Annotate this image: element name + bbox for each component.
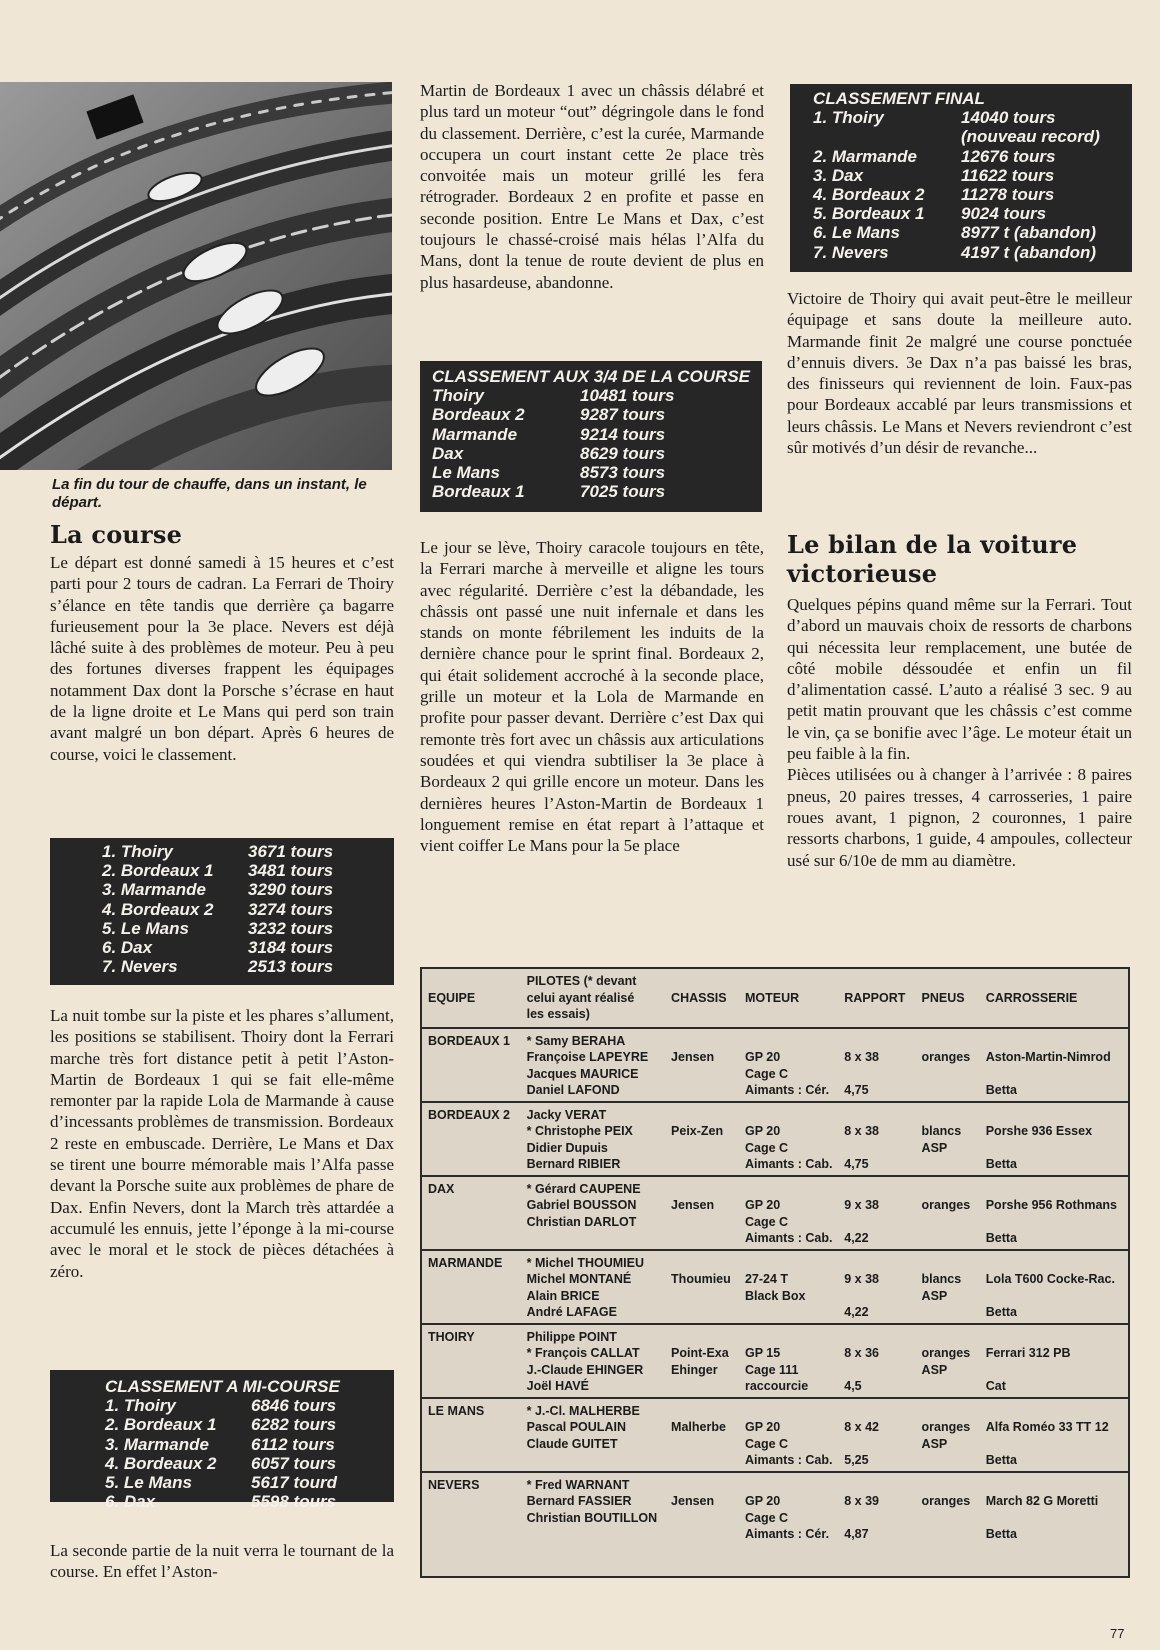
ranking-row bbox=[813, 127, 1100, 146]
box-title: CLASSEMENT AUX 3/4 DE LA COURSE bbox=[432, 367, 751, 386]
column-1-bottom bbox=[50, 1540, 394, 1583]
classement-final-box bbox=[790, 84, 1132, 272]
ranking-row bbox=[813, 204, 1100, 223]
cell-rapport: 9 x 38 4,22 bbox=[844, 1198, 880, 1245]
team-name: Bordeaux 2 bbox=[432, 405, 525, 425]
team-name: 6. Dax bbox=[105, 1492, 156, 1512]
cell-pilotes: * Gérard CAUPENE Gabriel BOUSSON Christian DARLOT bbox=[526, 1181, 641, 1229]
team-name: 3. Dax bbox=[813, 165, 864, 185]
ranking-row bbox=[813, 185, 1100, 204]
cell-rapport: 8 x 42 5,25 bbox=[844, 1420, 880, 1467]
classement-6h-box bbox=[50, 838, 394, 985]
ranking-row bbox=[432, 425, 675, 444]
paragraph-jour: Le jour se lève, Thoiry caracole toujours en tête, la Ferrari marche à merveille et aligne les tours avec régularité. Derrière c’est la débandade, les châssis ont passé une nuit infernale et dans les stands on monte fébrilement les induits de la dernière chance pour le sprint final. Bordeaux 2, qui était solidement accroché à la seconde place, grille un moteur et la Lola de Marmande en profite pour passer devant. Derrière c’est Dax qui remonte très fort avec un châssis aux articulations soudées et qui viendra subtiliser la 3e place à Bordeaux 2 qui grille encore un moteur. Dans les dernières heures l’Aston-Martin de Bordeaux 1 longuement remise en état repart à l’attaque et vient coiffer Le Mans pour la 5e place bbox=[420, 538, 764, 856]
team-name: 5. Bordeaux 1 bbox=[813, 204, 925, 224]
cell-rapport: 8 x 38 4,75 bbox=[844, 1124, 880, 1171]
ranking-row bbox=[432, 386, 675, 405]
laps-count: 3232 tours bbox=[248, 918, 334, 938]
laps-count: 3671 tours bbox=[248, 842, 334, 861]
cell-moteur: GP 20 Cage C Aimants : Cab. bbox=[744, 1124, 833, 1171]
cell-rapport: 8 x 38 4,75 bbox=[844, 1050, 880, 1097]
cell-chassis: Thoumieu bbox=[671, 1272, 731, 1286]
column-2-top bbox=[420, 80, 764, 293]
laps-count: 6057 tours bbox=[251, 1453, 337, 1473]
laps-count: (nouveau record) bbox=[961, 127, 1100, 147]
spec-table-row bbox=[422, 1472, 1128, 1545]
team-name: 6. Dax bbox=[102, 938, 153, 958]
cell-moteur: 27-24 T Black Box bbox=[744, 1272, 806, 1303]
team-name: 1. Thoiry bbox=[105, 1396, 176, 1416]
cell-rapport: 8 x 36 4,5 bbox=[844, 1346, 880, 1393]
laps-count: 8977 t (abandon) bbox=[961, 223, 1097, 243]
team-name: 4. Bordeaux 2 bbox=[105, 1453, 217, 1473]
cell-pneus: oranges ASP bbox=[921, 1346, 971, 1377]
cell-pilotes: * Michel THOUMIEU Michel MONTANÉ Alain BRICE André LAFAGE bbox=[526, 1255, 644, 1319]
paragraph-pieces: Pièces utilisées ou à changer à l’arrivée : 8 paires pneus, 20 paires tresses, 4 carrosseries, 1 paire roues avant, 1 pignon, 2 couronnes, 1 paire ressorts charbons, 1 guide, 4 ampoules, collecteur usé sur 6/10e de mm au diamètre. bbox=[787, 765, 1132, 870]
spec-table-row bbox=[422, 1102, 1128, 1176]
team-spec-table bbox=[420, 967, 1130, 1578]
team-name: 3. Marmande bbox=[105, 1434, 209, 1454]
cell-chassis: Peix-Zen bbox=[671, 1124, 724, 1138]
paragraph-seconde-partie: La seconde partie de la nuit verra le tournant de la course. En effet l’Aston- bbox=[50, 1541, 394, 1582]
team-name: 6. Le Mans bbox=[813, 223, 900, 243]
cell-pneus: oranges bbox=[921, 1050, 971, 1064]
spec-table-header bbox=[422, 969, 1128, 1028]
laps-count: 8629 tours bbox=[580, 443, 666, 463]
laps-count: 3274 tours bbox=[248, 899, 334, 919]
cell-carrosserie: Porshe 956 Rothmans Betta bbox=[985, 1198, 1118, 1245]
ranking-row bbox=[813, 108, 1100, 127]
cell-pilotes: Jacky VERAT * Christophe PEIX Didier Dupuis Bernard RIBIER bbox=[526, 1107, 633, 1171]
ranking-row bbox=[813, 223, 1100, 242]
column-header: EQUIPE bbox=[422, 969, 521, 1028]
cell-pneus: oranges bbox=[921, 1198, 971, 1212]
paragraph-nuit: La nuit tombe sur la piste et les phares s’allument, les positions se stabilisent. Thoiry dont la Ferrari marche très fort distance petit à petit l’Aston-Martin de Bordeaux 1 qui se fait elle-même remonter par la rapide Lola de Marmande à cause d’incessants problèmes de transmission. Bordeaux 2 reste en embuscade. Derrière, Le Mans et Dax se tirent une bourre mémorable mais l’Alfa passe devant la Porsche suite aux problèmes de phare de Dax. Enfin Nevers, dont la March très attardée a accumulé les ennuis, jette l’éponge à la mi-course avec le moral et le stock de pièces détachées à zéro. bbox=[50, 1006, 394, 1281]
cell-equipe: BORDEAUX 2 bbox=[428, 1107, 510, 1122]
team-name: Marmande bbox=[432, 424, 518, 444]
cell-equipe: DAX bbox=[428, 1181, 455, 1196]
cell-carrosserie: Aston-Martin-Nimrod Betta bbox=[985, 1050, 1111, 1097]
ranking-row bbox=[102, 842, 333, 861]
column-2-bottom bbox=[420, 537, 764, 856]
cell-pilotes: * Samy BERAHA Françoise LAPEYRE Jacques MAURICE Daniel LAFOND bbox=[526, 1033, 649, 1097]
ranking-row bbox=[102, 900, 333, 919]
laps-count: 2513 tours bbox=[248, 957, 334, 977]
box-title: CLASSEMENT A MI-COURSE bbox=[105, 1377, 340, 1396]
cell-pneus: oranges bbox=[921, 1494, 971, 1508]
section-heading-la-course: La course bbox=[50, 520, 183, 549]
spec-table-row bbox=[422, 1324, 1128, 1398]
cell-pilotes: * Fred WARNANT Bernard FASSIER Christian BOUTILLON bbox=[526, 1477, 658, 1525]
laps-count: 3481 tours bbox=[248, 861, 334, 881]
cell-moteur: GP 20 Cage C Aimants : Cab. bbox=[744, 1198, 833, 1245]
classement-3-4-box bbox=[420, 361, 762, 512]
cell-equipe: NEVERS bbox=[428, 1477, 480, 1492]
laps-count: 3290 tours bbox=[248, 880, 334, 900]
team-name: Bordeaux 1 bbox=[432, 482, 525, 502]
cell-moteur: GP 20 Cage C Aimants : Cab. bbox=[744, 1420, 833, 1467]
cell-pilotes: Philippe POINT * François CALLAT J.-Claude EHINGER Joël HAVÉ bbox=[526, 1329, 644, 1393]
team-name: Dax bbox=[432, 443, 464, 463]
column-header: MOTEUR bbox=[739, 969, 838, 1028]
cell-equipe: BORDEAUX 1 bbox=[428, 1033, 510, 1048]
cell-carrosserie: March 82 G Moretti Betta bbox=[985, 1494, 1099, 1541]
laps-count: 9214 tours bbox=[580, 424, 666, 444]
column-1-middle bbox=[50, 1005, 394, 1282]
cell-moteur: GP 20 Cage C Aimants : Cér. bbox=[744, 1494, 830, 1541]
laps-count: 5617 tourd bbox=[251, 1473, 337, 1493]
paragraph-depart: Le départ est donné samedi à 15 heures et c’est parti pour 2 tours de cadran. La Ferrari de Thoiry s’élance en tête tandis que derrière ça bagarre furieusement pour la 3e place. Nevers est déjà lâché suite à des problèmes de moteur. Peu à peu des fortunes diverses frappent les équipages notamment Dax dont la Porsche s’écrase en haut de la ligne droite et Le Mans qui perd son train avant malgré un bon départ. Après 6 heures de course, voici le classement. bbox=[50, 553, 394, 764]
spec-table-row bbox=[422, 1250, 1128, 1324]
classement-mi-course-box bbox=[50, 1370, 394, 1512]
cell-chassis: Jensen bbox=[671, 1494, 715, 1508]
laps-count: 6282 tours bbox=[251, 1415, 337, 1435]
cell-moteur: GP 20 Cage C Aimants : Cér. bbox=[744, 1050, 830, 1097]
ranking-row bbox=[105, 1415, 337, 1434]
column-header: PILOTES (* devant celui ayant réalisé les essais) bbox=[521, 969, 665, 1028]
laps-count: 8573 tours bbox=[580, 463, 666, 483]
cell-equipe: THOIRY bbox=[428, 1329, 475, 1344]
photo-caption: La fin du tour de chauffe, dans un instant, le départ. bbox=[52, 476, 367, 511]
section-heading-bilan: Le bilan de la voiture victorieuse bbox=[787, 530, 1078, 588]
cell-chassis: Jensen bbox=[671, 1050, 715, 1064]
cell-pneus: blancs ASP bbox=[921, 1272, 962, 1303]
ranking-row bbox=[105, 1396, 337, 1415]
team-name: 7. Nevers bbox=[102, 957, 178, 977]
team-name: 7. Nevers bbox=[813, 242, 889, 262]
column-header: CARROSSERIE bbox=[980, 969, 1128, 1028]
cell-rapport: 8 x 39 4,87 bbox=[844, 1494, 880, 1541]
ranking-row bbox=[813, 166, 1100, 185]
ranking-row bbox=[102, 861, 333, 880]
cell-pneus: blancs ASP bbox=[921, 1124, 962, 1155]
laps-count: 12676 tours bbox=[961, 146, 1056, 166]
laps-count: 11278 tours bbox=[961, 185, 1055, 205]
race-track-photo bbox=[0, 82, 392, 470]
team-name bbox=[813, 127, 961, 146]
classement-3-4-table bbox=[432, 386, 675, 501]
classement-mi-course-table bbox=[105, 1396, 337, 1511]
cell-chassis: Jensen bbox=[671, 1198, 715, 1212]
team-name: 4. Bordeaux 2 bbox=[813, 185, 925, 205]
team-name: 5. Le Mans bbox=[102, 918, 189, 938]
team-name: 2. Bordeaux 1 bbox=[105, 1415, 217, 1435]
column-header: RAPPORT bbox=[838, 969, 915, 1028]
cell-pilotes: * J.-Cl. MALHERBE Pascal POULAIN Claude GUITET bbox=[526, 1403, 640, 1451]
laps-count: 6112 tours bbox=[251, 1434, 335, 1454]
page-number: 77 bbox=[1110, 1626, 1125, 1641]
team-name: Thoiry bbox=[432, 386, 484, 406]
column-header: PNEUS bbox=[916, 969, 980, 1028]
laps-count: 6846 tours bbox=[251, 1396, 337, 1416]
cell-equipe: LE MANS bbox=[428, 1403, 485, 1418]
classement-6h-table bbox=[102, 842, 333, 976]
ranking-row bbox=[105, 1435, 337, 1454]
laps-count: 4197 t (abandon) bbox=[961, 242, 1097, 262]
classement-final-table bbox=[813, 108, 1100, 262]
team-name: 5. Le Mans bbox=[105, 1473, 192, 1493]
cell-rapport: 9 x 38 4,22 bbox=[844, 1272, 880, 1319]
cell-chassis: Malherbe bbox=[671, 1420, 726, 1434]
ranking-row bbox=[105, 1473, 337, 1492]
spec-table-row bbox=[422, 1028, 1128, 1102]
cell-equipe: MARMANDE bbox=[428, 1255, 503, 1270]
team-name: 1. Thoiry bbox=[813, 108, 884, 128]
cell-carrosserie: Porshe 936 Essex Betta bbox=[985, 1124, 1093, 1171]
laps-count: 9024 tours bbox=[961, 204, 1047, 224]
ranking-row bbox=[813, 243, 1100, 262]
team-name: Le Mans bbox=[432, 463, 501, 483]
ranking-row bbox=[105, 1454, 337, 1473]
laps-count: 11622 tours bbox=[961, 165, 1055, 185]
laps-count: 7025 tours bbox=[580, 482, 666, 502]
column-header: CHASSIS bbox=[665, 969, 739, 1028]
laps-count: 10481 tours bbox=[580, 386, 675, 406]
paragraph-victoire: Victoire de Thoiry qui avait peut-être le meilleur équipage et sans doute la meilleure auto. Marmande finit 2e malgré une course ponctuée d’ennuis divers. 3e Dax n’a pas baissé les bras, des finisseurs qui reviennent de loin. Faux-pas pour Bordeaux accablé par leurs transmissions et leurs châssis. Le Mans et Nevers reviendront c’est sûr motivés d’un désir de revanche... bbox=[787, 289, 1132, 458]
laps-count: 3184 tours bbox=[248, 938, 334, 958]
cell-carrosserie: Alfa Roméo 33 TT 12 Betta bbox=[985, 1420, 1109, 1467]
paragraph-pepins: Quelques pépins quand même sur la Ferrari. Tout d’abord un mauvais choix de ressorts de charbons qui nécessita leur remplacement, une butée de côté mobile déssoudée et enfin un fil d’alimentation cassé. L’auto a réalisé 3 sec. 9 au petit matin prouvant que les châssis c’est comme le vin, ça se bonifie avec l’âge. Le moteur était un peu faible à la fin. bbox=[787, 595, 1132, 764]
laps-count: 9287 tours bbox=[580, 405, 666, 425]
column-3-top bbox=[787, 288, 1132, 458]
spec-table-row bbox=[422, 1176, 1128, 1250]
cell-carrosserie: Lola T600 Cocke-Rac. Betta bbox=[985, 1272, 1115, 1319]
cell-moteur: GP 15 Cage 111 raccourcie bbox=[744, 1346, 809, 1393]
cell-chassis: Point-Exa Ehinger bbox=[671, 1346, 729, 1377]
ranking-row bbox=[105, 1492, 337, 1511]
ranking-row bbox=[813, 147, 1100, 166]
paragraph-curee: Martin de Bordeaux 1 avec un châssis délabré et plus tard un moteur “out” dégringole dans le fond du classement. Derrière, c’est la curée, Marmande occupera un court instant cette 2e place très convoitée mais un moteur grillé les fera rétrograder. Bordeaux 2 en profite et passe en seconde position. Entre Le Mans et Dax, c’est toujours le chassé-croisé mais hélas l’Alfa du Mans, dont la tenue de route devient de plus en plus hasardeuse, abandonne. bbox=[420, 81, 764, 292]
column-1-top bbox=[50, 520, 394, 765]
team-name: 2. Marmande bbox=[813, 146, 917, 166]
cell-pneus: oranges ASP bbox=[921, 1420, 971, 1451]
ranking-row bbox=[102, 938, 333, 957]
team-name: 2. Bordeaux 1 bbox=[102, 861, 214, 881]
ranking-row bbox=[432, 405, 675, 424]
ranking-row bbox=[102, 919, 333, 938]
ranking-row bbox=[432, 444, 675, 463]
ranking-row bbox=[432, 482, 675, 501]
box-title: CLASSEMENT FINAL bbox=[813, 89, 985, 108]
ranking-row bbox=[102, 957, 333, 976]
ranking-row bbox=[102, 880, 333, 899]
laps-count: 5598 tours bbox=[251, 1492, 337, 1512]
spec-table-row bbox=[422, 1398, 1128, 1472]
team-name: 4. Bordeaux 2 bbox=[102, 899, 214, 919]
laps-count: 14040 tours bbox=[961, 108, 1056, 128]
ranking-row bbox=[432, 463, 675, 482]
team-name: 3. Marmande bbox=[102, 880, 206, 900]
column-3-bottom bbox=[787, 530, 1132, 871]
team-name: 1. Thoiry bbox=[102, 842, 173, 861]
cell-carrosserie: Ferrari 312 PB Cat bbox=[985, 1346, 1071, 1393]
